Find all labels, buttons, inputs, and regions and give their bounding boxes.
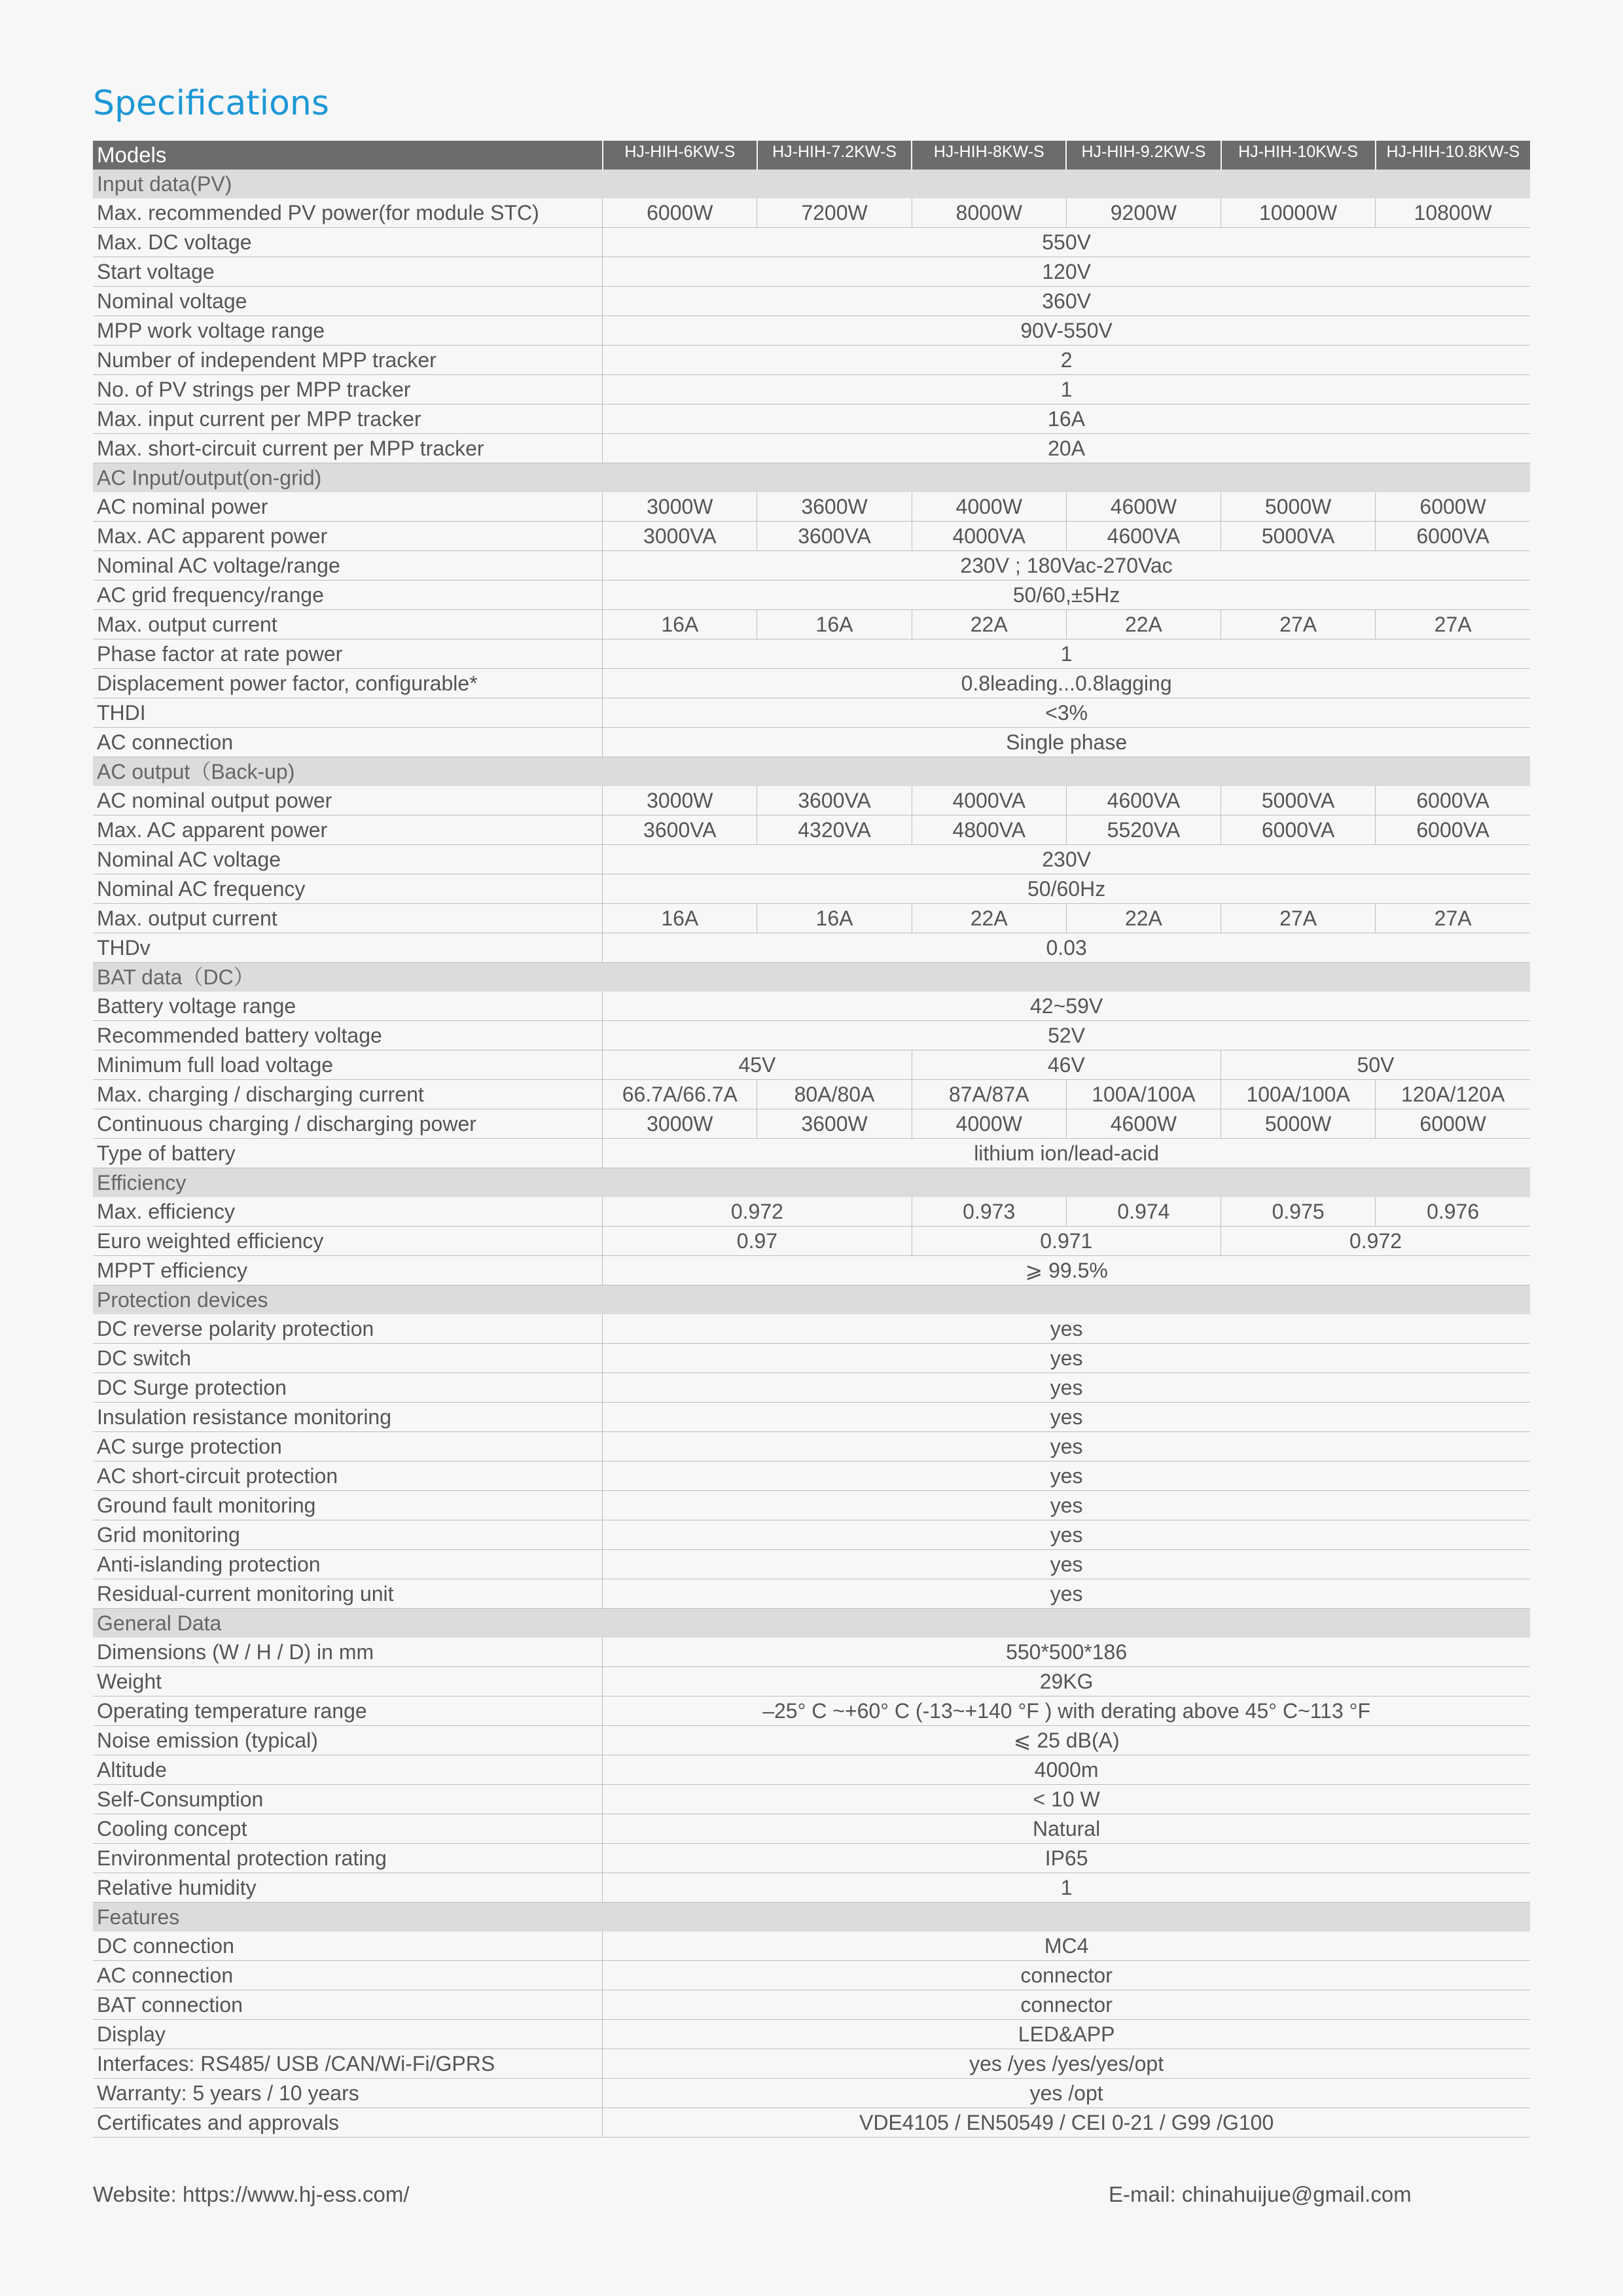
spec-row [93,845,1530,874]
model-header: HJ-HIH-8KW-S [912,141,1066,170]
spec-label: BAT connection [93,1990,603,2020]
spec-row [93,816,1530,845]
model-header: HJ-HIH-7.2KW-S [757,141,912,170]
spec-value: 3600W [757,492,912,522]
spec-row [93,1726,1530,1755]
spec-label: Environmental protection rating [93,1844,603,1873]
spec-label: AC nominal output power [93,786,603,816]
spec-label: Number of independent MPP tracker [93,346,603,375]
spec-label: DC switch [93,1344,603,1373]
spec-value: 46V [912,1050,1221,1080]
spec-value: ⩾ 99.5% [603,1256,1530,1285]
spec-value: 4600W [1066,492,1221,522]
spec-value: yes [603,1491,1530,1520]
spec-value: 5000VA [1221,522,1376,551]
spec-value: 100A/100A [1221,1080,1376,1109]
spec-value: 6000VA [1376,816,1530,845]
spec-value: 1 [603,1873,1530,1903]
spec-value: 20A [603,434,1530,463]
spec-value: 4000m [603,1755,1530,1785]
spec-row [93,346,1530,375]
spec-label: Battery voltage range [93,992,603,1021]
spec-row [93,581,1530,610]
spec-row [93,1961,1530,1990]
spec-label: Nominal AC voltage/range [93,551,603,581]
spec-value: 4600VA [1066,522,1221,551]
spec-value: 29KG [603,1667,1530,1696]
spec-value: 6000VA [1376,786,1530,816]
spec-row [93,2079,1530,2108]
spec-value: 6000VA [1221,816,1376,845]
spec-value: 52V [603,1021,1530,1050]
spec-row [93,933,1530,963]
spec-value: 3000W [603,492,757,522]
spec-label: Weight [93,1667,603,1696]
spec-value: –25° C ~+60° C (-13~+140 °F ) with derating above 45° C~113 °F [603,1696,1530,1726]
spec-row [93,434,1530,463]
spec-label: DC reverse polarity protection [93,1314,603,1344]
spec-row [93,1256,1530,1285]
spec-label: Self-Consumption [93,1785,603,1814]
spec-label: Continuous charging / discharging power [93,1109,603,1139]
spec-value: 80A/80A [757,1080,912,1109]
spec-label: AC short-circuit protection [93,1462,603,1491]
spec-value: Single phase [603,728,1530,757]
spec-value: 16A [603,904,757,933]
spec-value: 87A/87A [912,1080,1066,1109]
section-title: Features [93,1903,1530,1932]
spec-value: yes [603,1462,1530,1491]
spec-value: 22A [1066,904,1221,933]
spec-row [93,2049,1530,2079]
spec-row [93,1432,1530,1462]
spec-value: <3% [603,698,1530,728]
spec-value: 0.97 [603,1227,912,1256]
spec-label: Displacement power factor, configurable* [93,669,603,698]
section-title: BAT data（DC） [93,963,1530,992]
spec-label: AC nominal power [93,492,603,522]
spec-value: 42~59V [603,992,1530,1021]
spec-label: AC connection [93,1961,603,1990]
spec-value: ⩽ 25 dB(A) [603,1726,1530,1755]
spec-value: 4600VA [1066,786,1221,816]
spec-value: 45V [603,1050,912,1080]
spec-label: Euro weighted efficiency [93,1227,603,1256]
spec-label: MPP work voltage range [93,316,603,346]
spec-row [93,1873,1530,1903]
spec-row [93,1021,1530,1050]
spec-label: MPPT efficiency [93,1256,603,1285]
spec-row [93,1638,1530,1667]
spec-row [93,375,1530,404]
spec-value: 3600VA [603,816,757,845]
spec-label: Max. DC voltage [93,228,603,257]
model-header: HJ-HIH-9.2KW-S [1066,141,1221,170]
spec-label: Max. AC apparent power [93,816,603,845]
spec-value: 3000W [603,786,757,816]
spec-value: yes /opt [603,2079,1530,2108]
spec-label: Nominal AC frequency [93,874,603,904]
spec-label: Nominal AC voltage [93,845,603,874]
spec-value: 550*500*186 [603,1638,1530,1667]
spec-row [93,551,1530,581]
spec-label: Dimensions (W / H / D) in mm [93,1638,603,1667]
spec-row [93,1696,1530,1726]
spec-value: 50V [1221,1050,1530,1080]
spec-row [93,1344,1530,1373]
spec-label: Relative humidity [93,1873,603,1903]
spec-value: 4600W [1066,1109,1221,1139]
spec-value: yes [603,1314,1530,1344]
spec-value: connector [603,1961,1530,1990]
spec-value: 0.972 [1221,1227,1530,1256]
spec-value: 8000W [912,198,1066,228]
spec-row [93,1050,1530,1080]
spec-value: 100A/100A [1066,1080,1221,1109]
spec-value: 0.03 [603,933,1530,963]
section-title: Input data(PV) [93,170,1530,198]
spec-value: 4320VA [757,816,912,845]
spec-value: 5520VA [1066,816,1221,845]
spec-value: 550V [603,228,1530,257]
spec-row [93,1931,1530,1961]
spec-value: 5000W [1221,1109,1376,1139]
section-header-row [93,463,1530,493]
spec-value: yes /yes /yes/yes/opt [603,2049,1530,2079]
section-header-row [93,1903,1530,1932]
spec-value: 9200W [1066,198,1221,228]
spec-value: 90V-550V [603,316,1530,346]
spec-row [93,1844,1530,1873]
spec-value: 50/60,±5Hz [603,581,1530,610]
spec-value: Natural [603,1814,1530,1844]
spec-row [93,2020,1530,2049]
spec-row [93,1785,1530,1814]
spec-label: Max. input current per MPP tracker [93,404,603,434]
spec-label: THDI [93,698,603,728]
spec-value: 3000VA [603,522,757,551]
spec-value: yes [603,1432,1530,1462]
spec-label: Start voltage [93,257,603,287]
spec-value: 4000W [912,492,1066,522]
spec-label: Grid monitoring [93,1520,603,1550]
spec-value: 0.972 [603,1197,912,1227]
spec-row [93,1579,1530,1609]
spec-value: yes [603,1403,1530,1432]
spec-value: 2 [603,346,1530,375]
spec-row [93,522,1530,551]
spec-row [93,228,1530,257]
spec-value: 5000W [1221,492,1376,522]
spec-value: 6000W [1376,1109,1530,1139]
spec-row [93,1550,1530,1579]
spec-row [93,1109,1530,1139]
specifications-table [93,141,1530,2138]
spec-row [93,1227,1530,1256]
spec-label: AC connection [93,728,603,757]
spec-label: Interfaces: RS485/ USB /CAN/Wi-Fi/GPRS [93,2049,603,2079]
section-title: AC Input/output(on-grid) [93,463,1530,493]
spec-row [93,786,1530,816]
spec-label: Insulation resistance monitoring [93,1403,603,1432]
spec-value: 66.7A/66.7A [603,1080,757,1109]
spec-value: 16A [603,404,1530,434]
spec-row [93,639,1530,669]
spec-label: Noise emission (typical) [93,1726,603,1755]
spec-value: 0.976 [1376,1197,1530,1227]
spec-value: yes [603,1550,1530,1579]
spec-value: 230V [603,845,1530,874]
spec-value: 27A [1376,610,1530,639]
spec-label: Max. output current [93,904,603,933]
spec-value: 27A [1376,904,1530,933]
spec-label: Nominal voltage [93,287,603,316]
section-header-row [93,1168,1530,1198]
spec-row [93,904,1530,933]
section-title: Protection devices [93,1285,1530,1315]
spec-row [93,492,1530,522]
models-header-row [93,141,1530,170]
spec-label: Minimum full load voltage [93,1050,603,1080]
spec-value: 10000W [1221,198,1376,228]
spec-label: Altitude [93,1755,603,1785]
spec-row [93,1314,1530,1344]
spec-value: lithium ion/lead-acid [603,1139,1530,1168]
spec-row [93,728,1530,757]
spec-row [93,698,1530,728]
spec-value: 3600VA [757,522,912,551]
spec-value: 1 [603,639,1530,669]
spec-value: 360V [603,287,1530,316]
spec-value: 22A [912,610,1066,639]
spec-row [93,1080,1530,1109]
spec-row [93,316,1530,346]
spec-value: 0.975 [1221,1197,1376,1227]
spec-value: 16A [603,610,757,639]
spec-value: 4000W [912,1109,1066,1139]
spec-label: Certificates and approvals [93,2108,603,2138]
spec-row [93,404,1530,434]
spec-row [93,287,1530,316]
spec-label: DC connection [93,1931,603,1961]
spec-label: Max. efficiency [93,1197,603,1227]
spec-label: Type of battery [93,1139,603,1168]
spec-label: THDv [93,933,603,963]
spec-row [93,1814,1530,1844]
spec-row [93,1520,1530,1550]
spec-value: 0.974 [1066,1197,1221,1227]
section-header-row [93,757,1530,787]
spec-value: 27A [1221,610,1376,639]
spec-label: Recommended battery voltage [93,1021,603,1050]
spec-value: 4800VA [912,816,1066,845]
spec-value: 0.971 [912,1227,1221,1256]
spec-value: 22A [912,904,1066,933]
spec-label: Max. recommended PV power(for module STC) [93,198,603,228]
footer-website: Website: https://www.hj-ess.com/ [93,2182,410,2206]
spec-row [93,610,1530,639]
spec-label: Operating temperature range [93,1696,603,1726]
spec-label: Anti-islanding protection [93,1550,603,1579]
spec-value: 120A/120A [1376,1080,1530,1109]
spec-row [93,1139,1530,1168]
spec-value: connector [603,1990,1530,2020]
model-header: HJ-HIH-10.8KW-S [1376,141,1530,170]
spec-value: yes [603,1344,1530,1373]
section-title: General Data [93,1609,1530,1638]
spec-label: Phase factor at rate power [93,639,603,669]
spec-value: yes [603,1520,1530,1550]
spec-value: 0.973 [912,1197,1066,1227]
spec-value: 3600VA [757,786,912,816]
spec-value: 16A [757,904,912,933]
spec-value: 120V [603,257,1530,287]
spec-value: 22A [1066,610,1221,639]
spec-row [93,669,1530,698]
spec-row [93,992,1530,1021]
spec-label: Max. charging / discharging current [93,1080,603,1109]
spec-value: VDE4105 / EN50549 / CEI 0-21 / G99 /G100 [603,2108,1530,2138]
spec-value: 1 [603,375,1530,404]
spec-value: 6000VA [1376,522,1530,551]
models-label: Models [93,141,603,170]
section-header-row [93,170,1530,198]
spec-value: 3600W [757,1109,912,1139]
spec-value: 6000W [603,198,757,228]
spec-label: DC Surge protection [93,1373,603,1403]
spec-value: LED&APP [603,2020,1530,2049]
spec-row [93,198,1530,228]
section-header-row [93,963,1530,992]
spec-row [93,1373,1530,1403]
model-header: HJ-HIH-6KW-S [603,141,757,170]
spec-row [93,1491,1530,1520]
section-header-row [93,1609,1530,1638]
spec-label: Ground fault monitoring [93,1491,603,1520]
spec-label: Display [93,2020,603,2049]
spec-value: 5000VA [1221,786,1376,816]
spec-row [93,1667,1530,1696]
spec-value: 50/60Hz [603,874,1530,904]
spec-label: AC surge protection [93,1432,603,1462]
spec-label: Max. short-circuit current per MPP tracker [93,434,603,463]
spec-row [93,257,1530,287]
spec-row [93,874,1530,904]
spec-value: yes [603,1579,1530,1609]
spec-value: 4000VA [912,522,1066,551]
spec-label: Residual-current monitoring unit [93,1579,603,1609]
section-header-row [93,1285,1530,1315]
section-title: AC output（Back-up) [93,757,1530,787]
spec-value: 4000VA [912,786,1066,816]
spec-value: yes [603,1373,1530,1403]
spec-row [93,1990,1530,2020]
spec-value: 16A [757,610,912,639]
spec-label: Warranty: 5 years / 10 years [93,2079,603,2108]
spec-value: 6000W [1376,492,1530,522]
specifications-body [93,170,1530,2138]
spec-label: Cooling concept [93,1814,603,1844]
spec-row [93,1755,1530,1785]
spec-label: AC grid frequency/range [93,581,603,610]
spec-row [93,1197,1530,1227]
spec-value: 10800W [1376,198,1530,228]
spec-value: IP65 [603,1844,1530,1873]
spec-value: 0.8leading...0.8lagging [603,669,1530,698]
spec-value: 3000W [603,1109,757,1139]
spec-row [93,1462,1530,1491]
spec-row [93,2108,1530,2138]
spec-row [93,1403,1530,1432]
spec-label: No. of PV strings per MPP tracker [93,375,603,404]
spec-value: 230V ; 180Vac-270Vac [603,551,1530,581]
spec-value: < 10 W [603,1785,1530,1814]
footer-email: E-mail: chinahuijue@gmail.com [1109,2182,1412,2206]
spec-value: 7200W [757,198,912,228]
spec-label: Max. AC apparent power [93,522,603,551]
spec-label: Max. output current [93,610,603,639]
section-title: Efficiency [93,1168,1530,1198]
model-header: HJ-HIH-10KW-S [1221,141,1376,170]
spec-value: 27A [1221,904,1376,933]
page-title: Specifications [93,84,329,123]
spec-value: MC4 [603,1931,1530,1961]
